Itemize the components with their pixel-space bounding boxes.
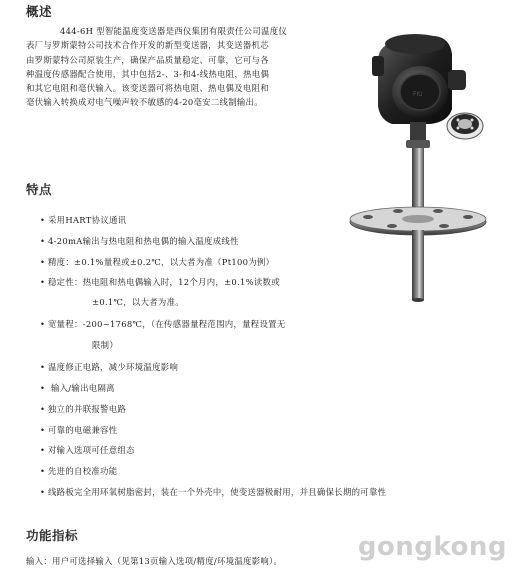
overview-line: 毫伏输入转换成对电气噪声较不敏感的4-20毫安二线制输出。: [26, 97, 263, 108]
feature-text: 线路板完全用环氧树脂密封，装在一个外壳中，使变送器极耐用，并且确保长期的可靠性: [48, 487, 387, 497]
feature-item: [40, 465, 117, 477]
overview-line: 444-6H 型智能温度变送器是西仪集团有限责任公司温度仪: [60, 26, 288, 36]
feature-text: 先进的自校准功能: [48, 466, 118, 476]
feature-text: 精度：±0.1%量程或±0.2℃，以大者为准（Pt100为例）: [48, 257, 275, 267]
feature-item: [40, 444, 135, 456]
overview-line: 由罗斯蒙特公司原装生产，确保产品质量稳定、可靠，它可与各: [26, 54, 269, 65]
bullet-icon: •: [40, 383, 46, 393]
bullet-icon: •: [40, 466, 46, 476]
specs-heading: 功能指标: [26, 528, 79, 543]
watermark-logo: gongkong: [357, 532, 507, 562]
feature-item: [40, 361, 178, 373]
overview-line: 和其它电阻和毫伏输入。该变送器可将热电阻、热电偶及电阻和: [26, 83, 269, 94]
feature-text: 宽量程：-200~1768℃，（在传感器量程范围内，量程设置无: [48, 319, 286, 329]
bullet-icon: •: [40, 319, 46, 329]
bullet-icon: •: [40, 487, 46, 497]
feature-continuation: ±0.1℃，以大者为准。: [92, 297, 184, 307]
feature-text: 采用HART协议通讯: [48, 215, 127, 225]
feature-text: 独立的并联报警电路: [48, 404, 127, 414]
overview-paragraph: [26, 24, 287, 110]
feature-item: [40, 235, 239, 247]
bullet-icon: •: [40, 257, 46, 267]
feature-item: [40, 424, 117, 436]
overview-line: 表厂与罗斯蒙特公司技术合作开发的新型变送器，其变送器机芯: [26, 40, 269, 51]
overview-heading: 概述: [26, 4, 53, 19]
bullet-icon: •: [40, 236, 46, 246]
feature-text: 可靠的电磁兼容性: [48, 425, 118, 435]
feature-item: [40, 214, 126, 226]
specs-input-line: 输入：用户可选择输入（见第13页输入选项/精度/环境温度影响）。: [26, 556, 283, 566]
feature-item: [40, 382, 115, 394]
feature-text: 对输入选项可任意组态: [48, 445, 135, 455]
bullet-icon: •: [40, 445, 46, 455]
bullet-icon: •: [40, 277, 46, 287]
feature-item: [40, 486, 386, 498]
overview-line: 种温度传感器配合使用，其中包括2-、3-和4-线热电阻，热电偶: [26, 68, 270, 79]
feature-text: 温度修正电路，减少环境温度影响: [48, 362, 179, 372]
bullet-icon: •: [40, 404, 46, 414]
feature-text: 稳定性：热电阻和热电偶输入时，12个月内，±0.1%读数或: [48, 277, 280, 287]
feature-item: [40, 318, 286, 330]
feature-continuation: 限制）: [92, 340, 119, 350]
feature-item: [40, 403, 126, 415]
bullet-icon: •: [40, 425, 46, 435]
features-heading: 特点: [26, 182, 53, 197]
feature-item: [40, 256, 274, 268]
feature-text: 输入/输出电隔离: [48, 383, 115, 393]
feature-item: [40, 276, 280, 288]
bullet-icon: •: [40, 215, 46, 225]
feature-text: 4-20mA输出与热电阻和热电偶的输入温度成线性: [48, 236, 239, 246]
product-image: [330, 14, 515, 314]
bullet-icon: •: [40, 362, 46, 372]
svg-text:FIU: FIU: [413, 91, 423, 98]
